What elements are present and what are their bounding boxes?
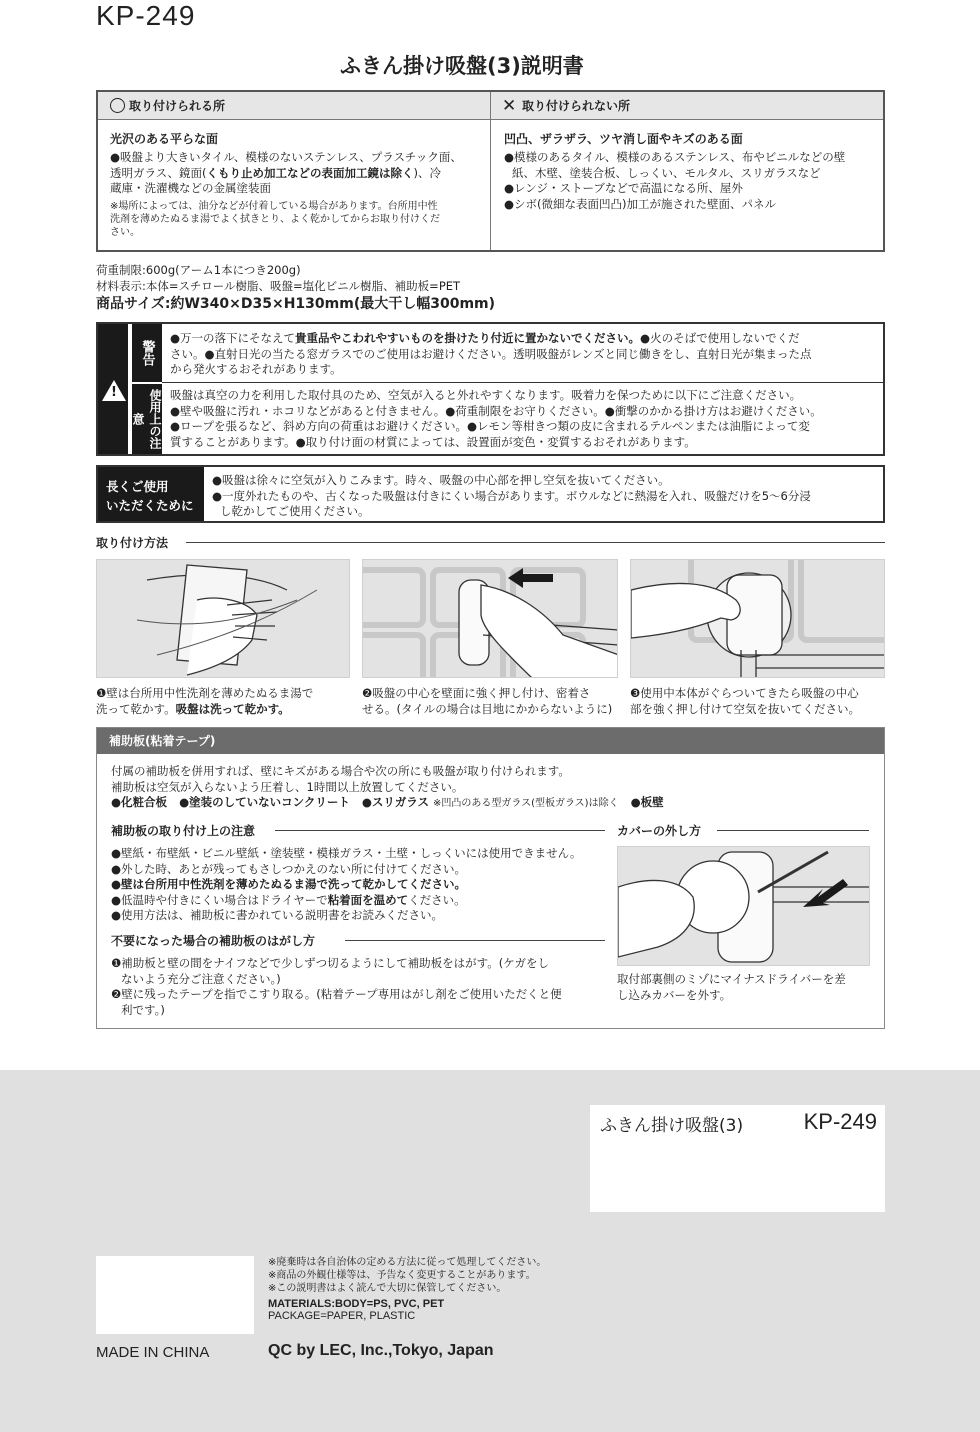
caution-label: 使用上の注意 <box>132 384 162 454</box>
remove-step: ないよう充分ご注意ください。) <box>121 971 281 986</box>
aux-remove-rule <box>345 940 605 941</box>
caution-item: ●壁は台所用中性洗剤を薄めたぬるま湯で洗って乾かしてください。 <box>111 877 467 891</box>
surface-note: ※凹凸のある型ガラス(型板ガラス)は除く <box>432 798 619 809</box>
not-mountable-title: 取り付けられない所 <box>522 99 631 113</box>
step-line: ❶壁は台所用中性洗剤を薄めたぬるま湯で <box>96 686 314 700</box>
mountable-list <box>110 150 478 197</box>
step-line: せる。(タイルの場合は目地にかからないように) <box>362 702 613 716</box>
not-mountable-header <box>490 92 883 120</box>
surface-kind: ●塗装のしていないコンクリート <box>179 795 350 809</box>
mountable-line: 蔵庫・洗濯機などの金属塗装面 <box>110 181 271 195</box>
caution-item: ●使用方法は、補助板に書かれている説明書をお読みください。 <box>111 908 444 922</box>
note-line: ※場所によっては、油分などが付着している場合があります。台所用中性 <box>110 200 438 212</box>
surface-kinds <box>111 795 664 812</box>
mountable-line <box>110 166 478 182</box>
cover-line: し込みカバーを外す。 <box>617 987 732 1002</box>
material-info: 材料表示:本体=スチロール樹脂、吸盤=塩化ビニル樹脂、補助板=PET <box>96 279 461 293</box>
long-use-text <box>212 473 877 520</box>
cover-removal-illustration <box>617 846 870 966</box>
text-span: 洗って乾かす。 <box>96 702 176 716</box>
product-size: 商品サイズ:約W340×D35×H130mm(最大干し幅300mm) <box>96 296 496 312</box>
text-span: )、冷 <box>413 165 441 180</box>
mountable-title: 取り付けられる所 <box>129 99 226 113</box>
surface-kind: ●化粧合板 <box>111 795 168 809</box>
qc-company: QC by LEC, Inc.,Tokyo, Japan <box>268 1342 494 1359</box>
step-line: ❷吸盤の中心を壁面に強く押し付け、密着さ <box>362 686 591 700</box>
text-span: ください。 <box>408 892 466 907</box>
caution-item: ●外した時、あとが残ってもさしつかえのない所に付けてください。 <box>111 861 467 876</box>
method-rule <box>186 542 885 543</box>
aux-plate-title: 補助板(粘着テープ) <box>97 728 884 754</box>
remove-step: ❶補助板と壁の間をナイフなどで少しずつ切るようにして補助板をはがす。(ケガをし <box>111 956 549 970</box>
label-line: 長くご使用 <box>106 479 169 494</box>
label-model-number: KP-249 <box>803 1109 877 1134</box>
warning-line: から発火するおそれがあります。 <box>170 362 342 376</box>
load-limit: 荷重制限:600g(アーム1本につき200g) <box>96 263 301 277</box>
not-mountable-line: ●模様のあるタイル、模様のあるステンレス、布やビニルなどの壁 <box>504 150 846 164</box>
not-mountable-column <box>492 120 883 250</box>
step2-text <box>362 685 620 717</box>
text-emphasis: 粘着面を温めて <box>327 892 409 907</box>
materials-line: PACKAGE=PAPER, PLASTIC <box>268 1310 416 1322</box>
aux-caution-rule <box>275 830 605 831</box>
circle-ok-icon <box>110 98 125 113</box>
country-of-origin: MADE IN CHINA <box>96 1344 210 1361</box>
text-span: ●低温時や付きにくい場合はドライヤーで <box>111 892 328 907</box>
step2-illustration <box>362 559 618 678</box>
surface-kind: ●板壁 <box>630 795 664 809</box>
step3-text <box>630 685 888 717</box>
aux-caution-title: 補助板の取り付け上の注意 <box>111 824 256 838</box>
long-use-label <box>98 467 204 521</box>
product-specs <box>96 262 495 314</box>
note-line: 洗剤を薄めたぬるま湯でよく拭きとり、よく乾かしてからお取り付けくだ <box>110 213 440 225</box>
warning-separator <box>162 382 883 383</box>
not-mountable-list <box>504 150 871 212</box>
aux-intro <box>111 764 664 812</box>
warning-text <box>170 331 877 378</box>
product-label-box <box>590 1105 885 1212</box>
text-emphasis: 貴重品やこわれやすいものを掛けたり付近に置かないでください。 <box>295 331 641 345</box>
step1-illustration <box>96 559 350 678</box>
method-title: 取り付け方法 <box>96 536 169 550</box>
not-mountable-line: ●レンジ・ストーブなどで高温になる所、屋外 <box>504 181 743 195</box>
warning-line: さい。●直射日光の当たる窓ガラスでのご使用はお避けください。透明吸盤がレンズと同じ働きをし、直射日光が集まった点 <box>170 346 812 361</box>
intro-line: 補助板は空気が入らないよう圧着し、1時間以上放置してください。 <box>111 779 464 794</box>
step-line: ❸使用中本体がぐらついてきたら吸盤の中心 <box>630 686 859 700</box>
cover-removal-title: カバーの外し方 <box>617 824 702 838</box>
intro-line: 付属の補助板を併用すれば、壁にキズがある場合や次の所にも吸盤が取り付けられます。 <box>111 764 570 778</box>
text-span: ●火のそばで使用しないでくだ <box>640 331 800 345</box>
surface-kind: ●スリガラス <box>361 795 429 809</box>
step-line <box>96 701 354 717</box>
cover-removal-text <box>617 972 879 1003</box>
caution-item <box>111 893 581 909</box>
text-span: ●万一の落下にそなえて <box>170 331 296 345</box>
warning-label: 警告 <box>132 324 162 382</box>
warning-block <box>96 322 885 456</box>
long-use-block <box>96 465 885 523</box>
note-line: さい。 <box>110 226 140 238</box>
barcode-placeholder <box>96 1256 254 1334</box>
caution-line: ●壁や吸盤に汚れ・ホコリなどがあると付きません。●荷重制限をお守りください。●衝撃のかかる掛け方はお避けください。 <box>170 403 822 418</box>
aux-plate-section <box>96 727 885 1029</box>
not-mountable-line: ●シボ(微細な表面凹凸)加工が施された壁面、パネル <box>504 196 777 211</box>
step3-illustration <box>630 559 885 678</box>
not-mountable-line: 紙、木壁、塗装合板、しっくい、モルタル、スリガラスなど <box>512 165 821 180</box>
footer-note: ※この説明書はよく読んで大切に保管してください。 <box>268 1283 507 1294</box>
aux-caution-list <box>111 846 581 924</box>
mountable-subtitle: 光沢のある平らな面 <box>110 132 219 146</box>
caution-line: 質することがあります。●取り付け面の材質によっては、設置面が変色・変質するおそれがあります。 <box>170 434 696 449</box>
long-use-line: ●一度外れたものや、古くなった吸盤は付きにくい場合があります。ボウルなどに熱湯を入れ、吸盤だけを5〜6分浸 <box>212 488 811 503</box>
mount-surface-table <box>96 90 885 252</box>
remove-step: 利です。) <box>121 1002 165 1017</box>
mountable-note <box>110 200 478 239</box>
text-span: 透明ガラス、鏡面( <box>110 165 207 180</box>
caution-item: ●壁紙・布壁紙・ビニル壁紙・塗装壁・模様ガラス・土壁・しっくいには使用できません。 <box>111 846 582 860</box>
remove-step: ❷壁に残ったテープを指でこすり取る。(粘着テープ専用はがし剤をご使用いただくと便 <box>111 987 562 1001</box>
label-product-name: ふきん掛け吸盤(3) <box>600 1116 744 1136</box>
column-divider <box>490 92 491 250</box>
cross-ng-icon: ✕ <box>502 96 517 116</box>
label-line: いただくために <box>106 498 194 513</box>
aux-remove-list <box>111 956 562 1018</box>
cover-line: 取付部裏側のミゾにマイナスドライバーを差 <box>617 972 846 986</box>
document-title: ふきん掛け吸盤(3)説明書 <box>340 54 584 78</box>
mountable-column <box>98 120 490 250</box>
exclamation-icon: ! <box>111 385 117 400</box>
model-number: KP-249 <box>96 0 196 31</box>
not-mountable-subtitle: 凹凸、ザラザラ、ツヤ消し面やキズのある面 <box>504 132 743 146</box>
footer-note: ※廃棄時は各自治体の定める方法に従って処理してください。 <box>268 1257 547 1268</box>
text-emphasis: くもり止め加工などの表面加工鏡は除く <box>206 165 414 180</box>
cover-removal-rule <box>717 830 869 831</box>
warning-line <box>170 331 877 347</box>
step-line: 部を強く押し付けて空気を抜いてください。 <box>630 702 860 716</box>
footer-note: ※商品の外観仕様等は、予告なく変更することがあります。 <box>268 1270 536 1281</box>
aux-remove-title: 不要になった場合の補助板のはがし方 <box>111 934 316 948</box>
long-use-line: し乾かしてご使用ください。 <box>220 504 370 518</box>
text-emphasis: 吸盤は洗って乾かす。 <box>175 702 290 716</box>
caution-line: 吸盤は真空の力を利用した取付具のため、空気が入ると外れやすくなります。吸着力を保つために以下にご注意ください。 <box>170 388 802 402</box>
mountable-line: ●吸盤より大きいタイル、模様のないステンレス、プラスチック面、 <box>110 150 462 164</box>
long-use-line: ●吸盤は徐々に空気が入りこみます。時々、吸盤の中心部を押し空気を抜いてください。 <box>212 473 670 487</box>
caution-text <box>170 388 877 450</box>
caution-line: ●ロープを張るなど、斜め方向の荷重はお避けください。●レモン等柑きつ類の皮に含まれるテルペンまたは油脂によって変 <box>170 419 810 433</box>
footer-notes <box>268 1256 546 1322</box>
step1-text <box>96 685 354 717</box>
materials-line: MATERIALS:BODY=PS, PVC, PET <box>268 1298 445 1310</box>
mountable-header <box>98 92 490 120</box>
